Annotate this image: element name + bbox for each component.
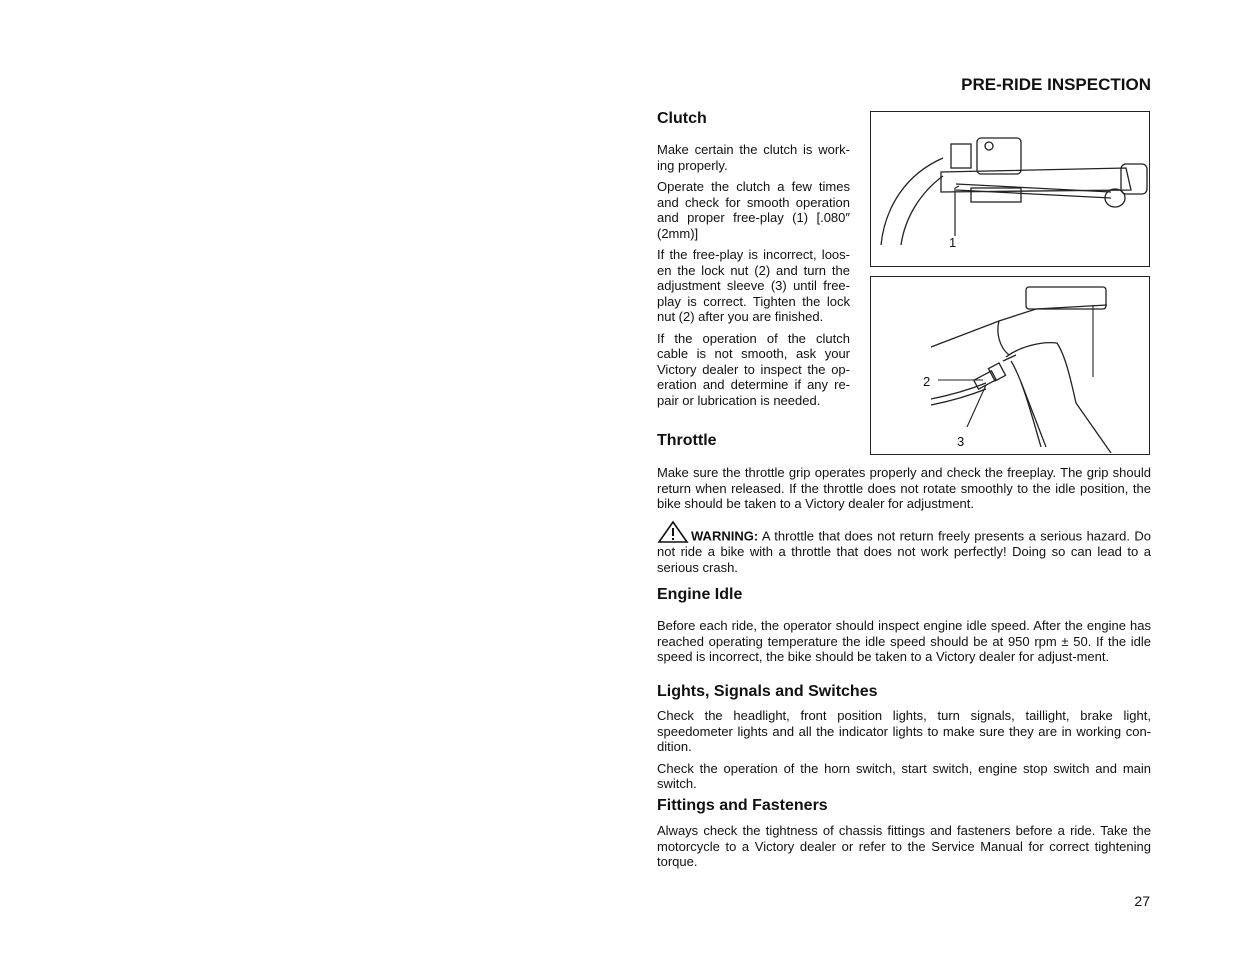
clutch-paragraph-2: Operate the clutch a few times and check for smooth operation and proper free-play (1) [.080″ (2mm)] (657, 179, 850, 241)
fittings-heading: Fittings and Fasteners (657, 797, 828, 814)
clutch-adjuster-figure (870, 276, 1150, 455)
engine-idle-paragraph-1: Before each ride, the operator should inspect engine idle speed. After the engine has reached operating temperature the idle speed should be at 950 rpm ± 50. If the idle speed is incorrect, the bike should be taken to a Victory dealer for adjust-ment. (657, 618, 1151, 664)
lights-paragraph-2: Check the operation of the horn switch, start switch, engine stop switch and main switch. (657, 760, 1151, 791)
page-title: PRE-RIDE INSPECTION (961, 75, 1151, 94)
clutch-paragraph-4: If the operation of the clutch cable is not smooth, ask your Victory dealer to inspect the op-eration and determine if any re-pair or lubrication is needed. (657, 330, 850, 408)
warning-text: A throttle that does not return freely presents a serious hazard. Do not ride a bike with a throttle that does not work perfectly! Doing so can lead to a serious crash. (657, 528, 1151, 575)
clutch-heading: Clutch (657, 110, 707, 127)
lights-paragraph-1: Check the headlight, front position lights, turn signals, taillight, brake light, speedometer lights and all the indicator lights to make sure they are in working con-dition. (657, 708, 1151, 754)
throttle-paragraph-1: Make sure the throttle grip operates properly and check the freeplay. The grip should return when released. If the throttle does not rotate smoothly to the idle position, the bike should be taken to a Victory dealer for adjustment. (657, 465, 1151, 511)
engine-idle-heading: Engine Idle (657, 586, 743, 603)
warning-label: WARNING: (691, 528, 759, 544)
callout-1: 1 (949, 235, 957, 250)
clutch-lever-figure (870, 111, 1150, 267)
fittings-paragraph-1: Always check the tightness of chassis fittings and fasteners before a ride. Take the motorcycle to a Victory dealer or refer to the Service Manual for correct tightening torque. (657, 823, 1151, 869)
clutch-lever-illustration (871, 112, 1148, 265)
throttle-heading: Throttle (657, 432, 717, 449)
throttle-body (657, 465, 1151, 518)
clutch-body (657, 142, 850, 414)
fittings-body (657, 823, 1151, 876)
clutch-paragraph-1: Make certain the clutch is work-ing properly. (657, 142, 850, 173)
engine-idle-body (657, 618, 1151, 671)
page-number: 27 (1134, 893, 1150, 909)
callout-3: 3 (957, 434, 965, 449)
clutch-paragraph-3: If the free-play is incorrect, loos-en the lock nut (2) and turn the adjustment sleeve (3) until free-play is correct. Tighten the lock nut (2) after you are finished. (657, 247, 850, 324)
lights-body (657, 708, 1151, 798)
clutch-adjuster-illustration (871, 277, 1148, 453)
warning-triangle-icon (657, 520, 689, 544)
warning-block (657, 520, 1151, 575)
callout-2: 2 (923, 374, 931, 389)
lights-heading: Lights, Signals and Switches (657, 683, 878, 700)
